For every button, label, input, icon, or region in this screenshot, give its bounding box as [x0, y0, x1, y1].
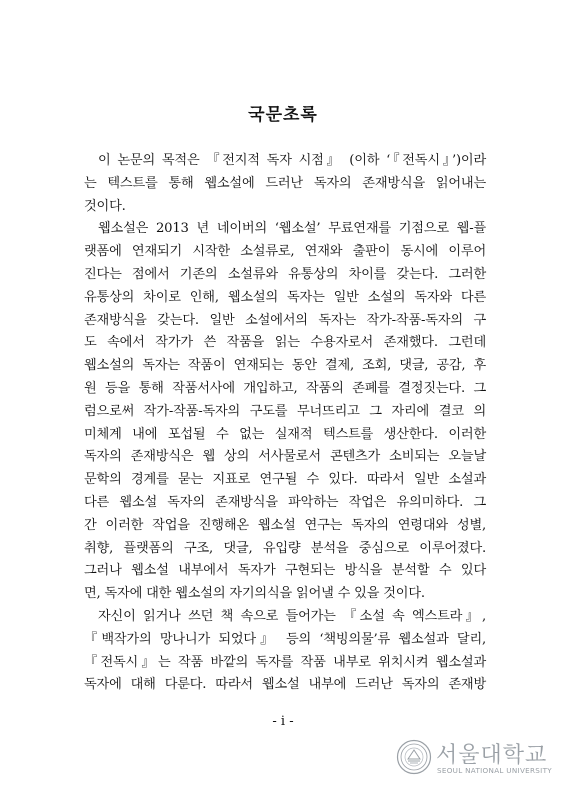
text-line: 웹소설은 2013 년 네이버의 ‘웹소설’ 무료연재를 기점으로 웹-플 [98, 221, 486, 237]
page-title: 국문초록 [248, 105, 318, 125]
text-line: 는 텍스트를 통해 웹소설에 드러난 독자의 존재방식을 읽어내는 [84, 175, 486, 191]
page-number: - i - [272, 714, 294, 729]
text-line: 『전독시』는 작품 바깥의 독자를 작품 내부로 위치시켜 웹소설과 [84, 654, 486, 670]
text-line: 진다는 점에서 기존의 소설류와 유통상의 차이를 갖는다. 그러한 [84, 266, 486, 282]
text-line: 간 이러한 작업을 진행해온 웹소설 연구는 독자의 연령대와 성별, [84, 517, 486, 533]
text-line: 웹소설의 독자는 작품이 연재되는 동안 결제, 조회, 댓글, 공감, 후 [84, 358, 486, 374]
text-line: 취향, 플랫폼의 구조, 댓글, 유입량 분석을 중심으로 이루어졌다. [84, 540, 486, 556]
text-line: 그러나 웹소설 내부에서 독자가 구현되는 방식을 분석할 수 있다 [84, 563, 486, 579]
text-line: 랫폼에 연재되기 시작한 소설류로, 연재와 출판이 동시에 이루어 [84, 244, 486, 260]
text-line: 존재방식을 갖는다. 일반 소설에서의 독자는 작가-작품-독자의 구 [84, 312, 486, 328]
text-line: 자신이 읽거나 쓰던 책 속으로 들어가는 『소설 속 엑스트라』, [98, 608, 486, 624]
text-line: 문학의 경계를 묻는 지표로 연구될 수 있다. 따라서 일반 소설과 [84, 472, 486, 488]
university-seal-icon [396, 739, 432, 775]
text-line: 럼으로써 작가-작품-독자의 구도를 무너뜨리고 그 자리에 결코 의 [84, 403, 486, 419]
text-line: 독자의 존재방식은 웹 상의 서사물로서 콘텐츠가 소비되는 오늘날 [84, 449, 486, 465]
text-line: 원 등을 통해 작품서사에 개입하고, 작품의 존폐를 결정짓는다. 그 [84, 380, 486, 396]
text-line: 독자에 대해 다룬다. 따라서 웹소설 내부에 드러난 독자의 존재방 [84, 677, 486, 693]
paragraph-2 [84, 218, 486, 606]
text-line: 이 논문의 목적은 『전지적 독자 시점』 (이하 ‘『전독시』’)이라 [98, 153, 486, 168]
text-line: 면, 독자에 대한 웹소설의 자기의식을 읽어낼 수 있을 것이다. [84, 586, 425, 602]
paragraph-1 [84, 150, 486, 218]
text-line: 다른 웹소설 독자의 존재방식을 파악하는 작업은 유의미하다. 그 [84, 494, 486, 510]
university-logo [396, 738, 556, 782]
university-name-english: SEOUL NATIONAL UNIVERSITY [437, 766, 552, 775]
text-line: 도 속에서 작가가 쓴 작품을 읽는 수용자로서 존재했다. 그런데 [84, 335, 486, 351]
paragraph-3 [84, 606, 486, 697]
text-line: 미체계 내에 포섭될 수 없는 실재적 텍스트를 생산한다. 이러한 [84, 426, 486, 442]
text-line: 유통상의 차이로 인해, 웹소설의 독자는 일반 소설의 독자와 다른 [84, 289, 486, 305]
text-line: 것이다. [84, 198, 126, 214]
abstract-body [84, 150, 486, 697]
university-name-korean: 서울대학교 [436, 743, 548, 768]
text-line: 『백작가의 망나니가 되었다』 등의 ‘책빙의물’류 웹소설과 달리, [84, 631, 486, 647]
